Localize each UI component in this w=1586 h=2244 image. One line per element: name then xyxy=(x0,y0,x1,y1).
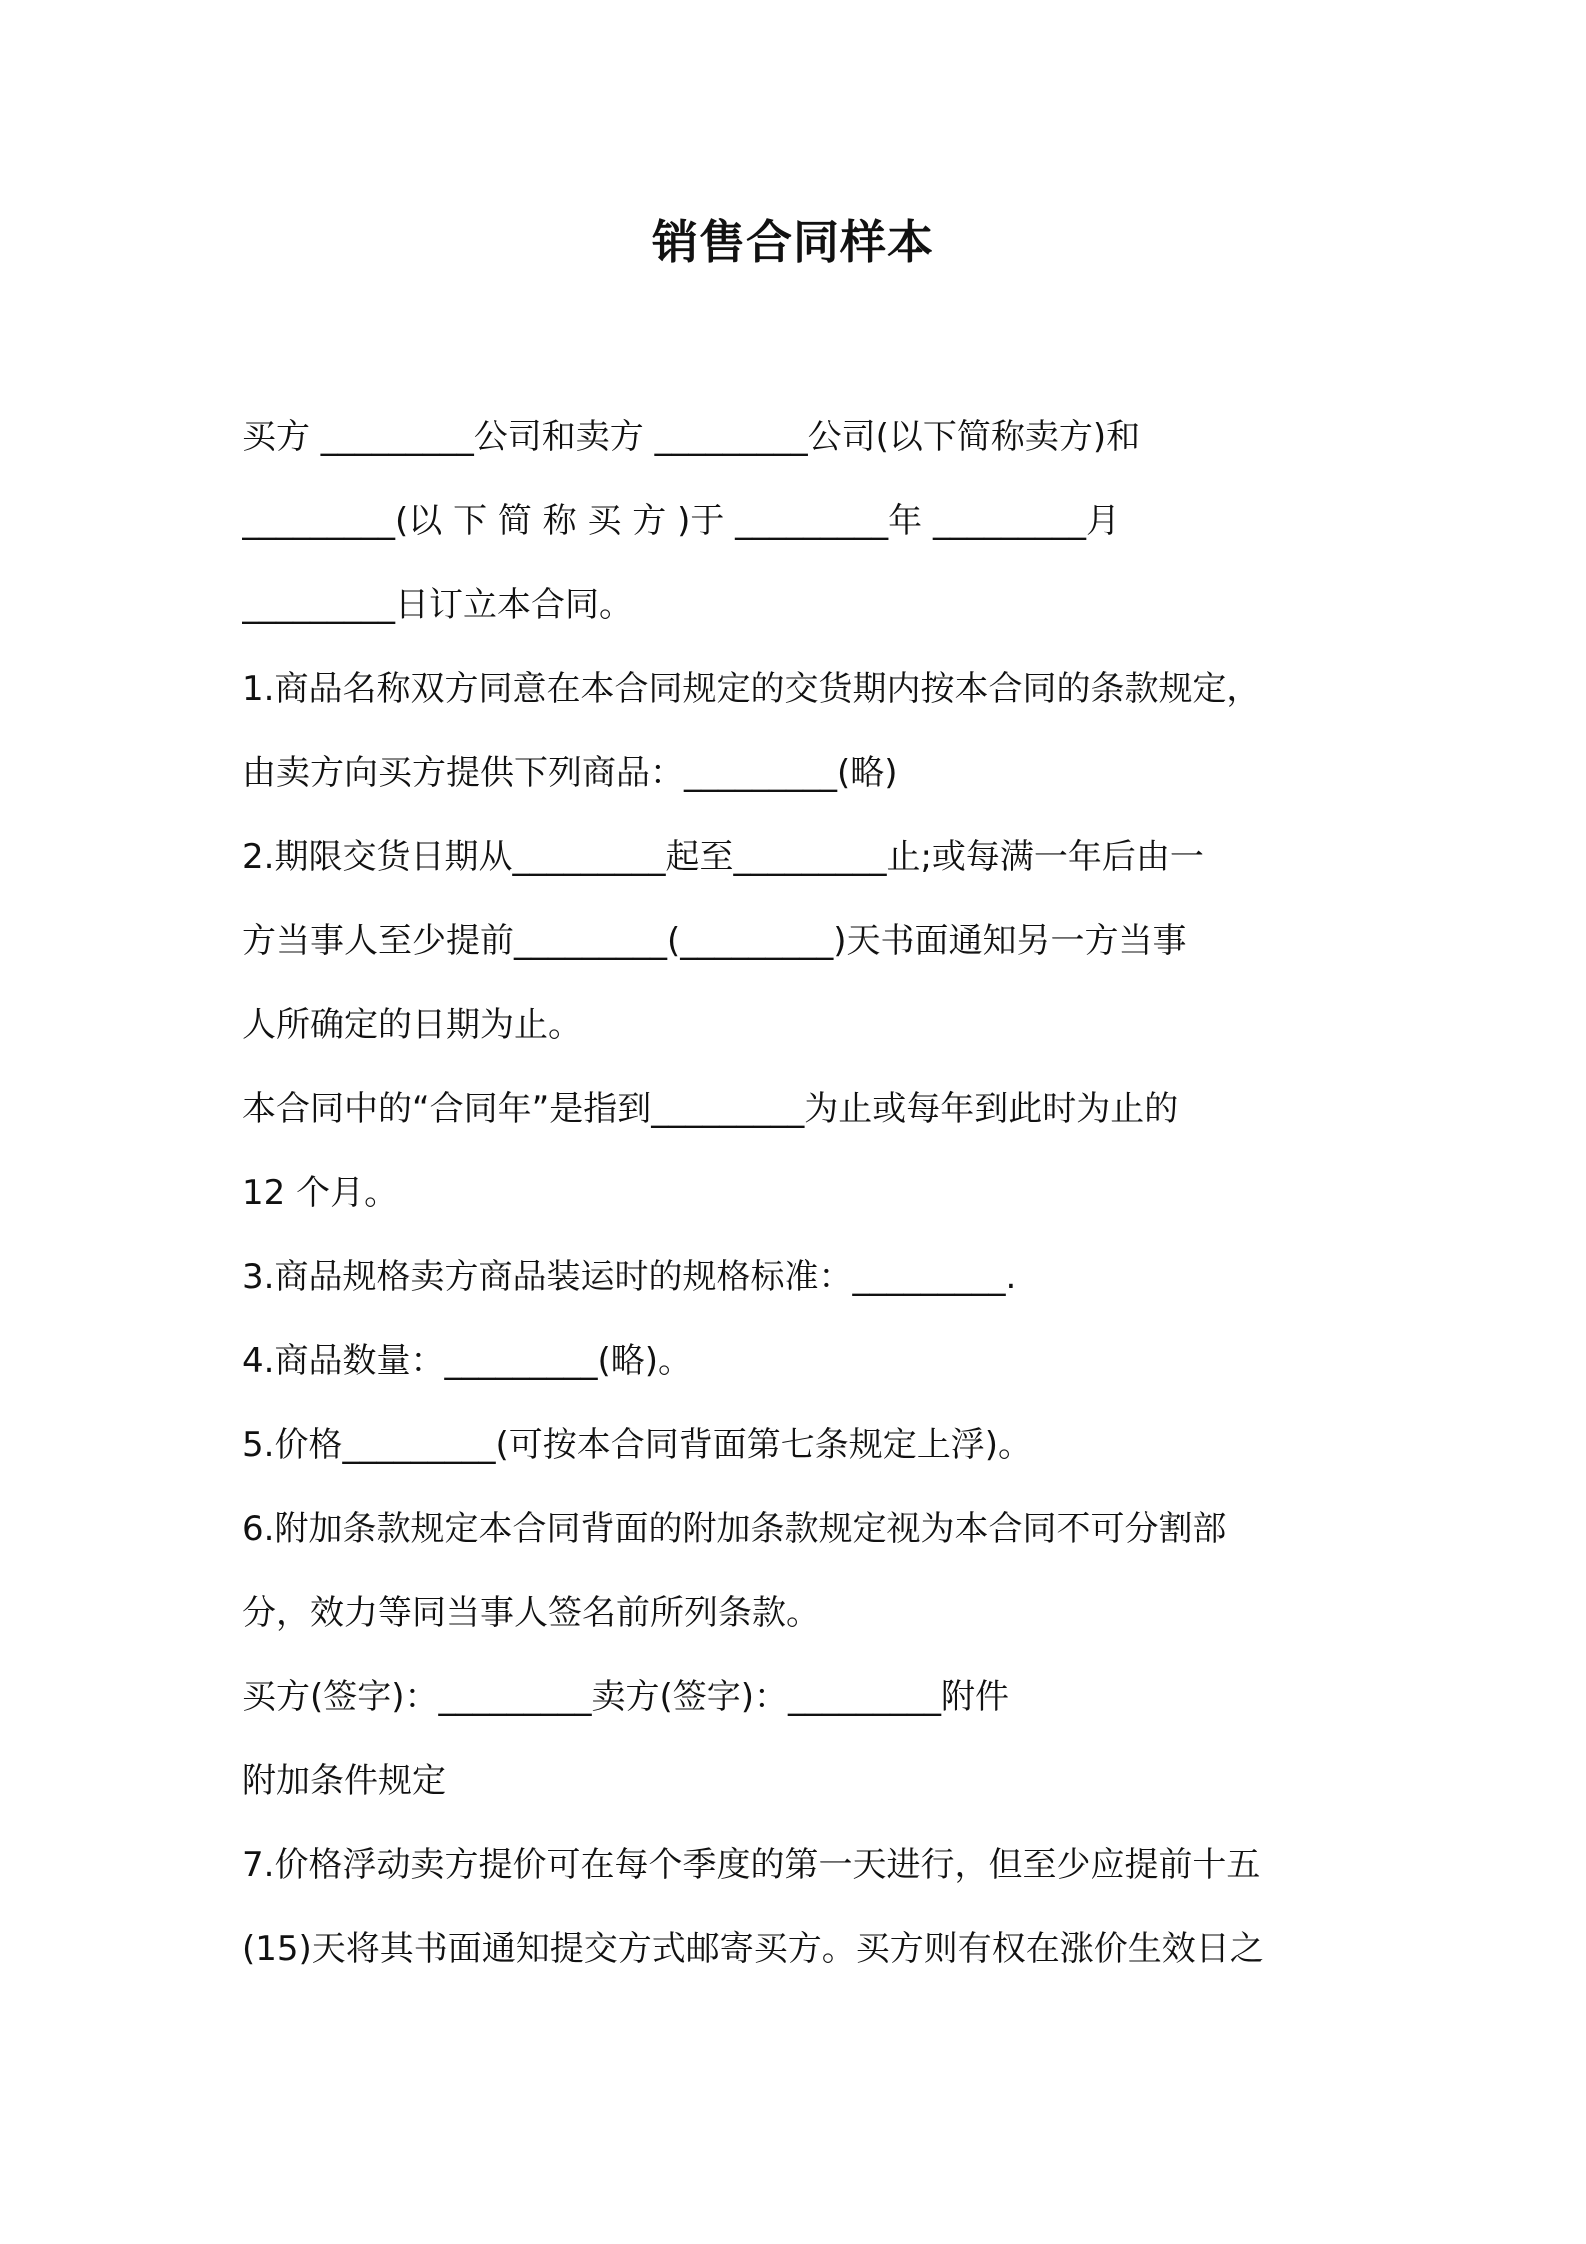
paragraph-line: 由卖方向买方提供下列商品：_________(略) xyxy=(242,753,898,793)
paragraph-line: 5.价格_________(可按本合同背面第七条规定上浮)。 xyxy=(242,1425,1032,1465)
paragraph-line: 12 个月。 xyxy=(242,1173,399,1213)
paragraph-line: 6.附加条款规定本合同背面的附加条款规定视为本合同不可分割部 xyxy=(242,1509,1227,1549)
paragraph-line: 本合同中的“合同年”是指到_________为止或每年到此时为止的 xyxy=(242,1089,1179,1129)
paragraph-line: 7.价格浮动卖方提价可在每个季度的第一天进行，但至少应提前十五 xyxy=(242,1845,1261,1885)
paragraph-line: _________(以 下 简 称 买 方 )于 _________年 _________月 xyxy=(242,501,1120,541)
paragraph-line: 1.商品名称双方同意在本合同规定的交货期内按本合同的条款规定， xyxy=(242,669,1261,709)
paragraph-line: 买方 _________公司和卖方 _________公司(以下简称卖方)和 xyxy=(242,417,1141,457)
signature-line: 买方(签字)：_________卖方(签字)：_________附件 xyxy=(242,1677,1010,1717)
paragraph-line: 4.商品数量：_________(略)。 xyxy=(242,1341,692,1381)
paragraph-line: 3.商品规格卖方商品装运时的规格标准：_________. xyxy=(242,1257,1017,1297)
paragraph-line: 2.期限交货日期从_________起至_________止;或每满一年后由一 xyxy=(242,837,1204,877)
paragraph-line: _________日订立本合同。 xyxy=(242,585,633,625)
paragraph-line: 人所确定的日期为止。 xyxy=(242,1005,582,1045)
paragraph-line: 分，效力等同当事人签名前所列条款。 xyxy=(242,1593,820,1633)
document-title: 销售合同样本 xyxy=(652,215,934,269)
section-heading: 附加条件规定 xyxy=(242,1761,446,1801)
paragraph-line: (15)天将其书面通知提交方式邮寄买方。买方则有权在涨价生效日之 xyxy=(242,1929,1264,1969)
paragraph-line: 方当事人至少提前_________(_________)天书面通知另一方当事 xyxy=(242,921,1187,961)
